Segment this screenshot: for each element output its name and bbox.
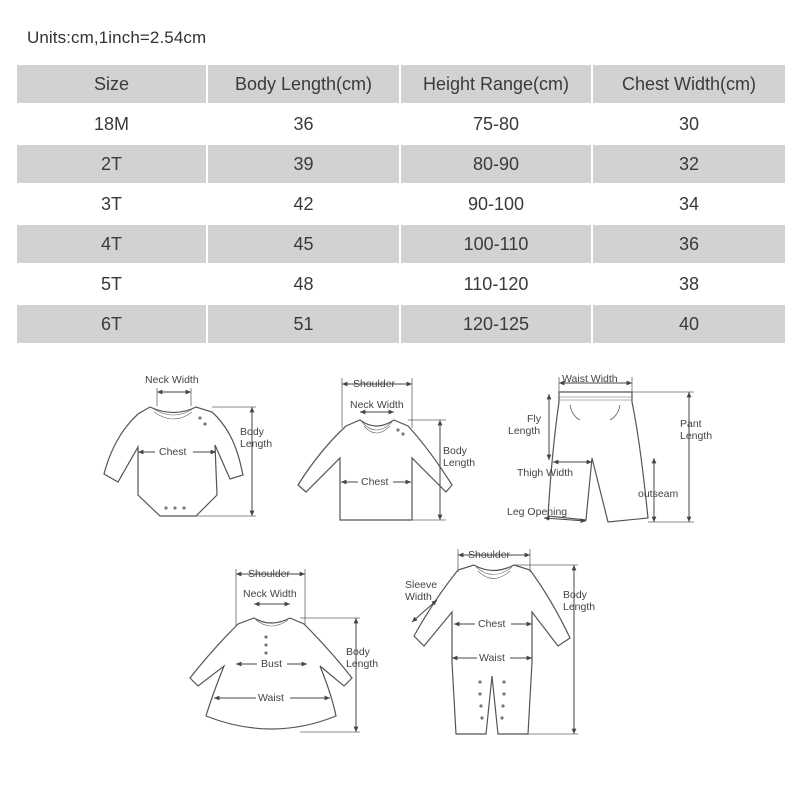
dress-outline <box>190 618 352 729</box>
label-shoulder: Shoulder <box>353 378 396 390</box>
cell-height-range: 90-100 <box>401 185 593 225</box>
cell-size: 6T <box>17 305 208 345</box>
label-shoulder: Shoulder <box>248 568 291 580</box>
label-body-length-1: Body <box>443 445 467 457</box>
table-header-row <box>17 65 785 105</box>
romper-outline <box>414 565 570 734</box>
pants-outline <box>548 392 648 522</box>
table-row <box>17 145 785 185</box>
bodysuit-outline <box>104 407 243 516</box>
header-chest-width: Chest Width(cm) <box>593 65 785 105</box>
cell-chest-width: 40 <box>593 305 785 345</box>
label-fly-length-1: Fly <box>527 413 541 425</box>
label-fly-length-2: Length <box>508 425 541 437</box>
label-body-length-2: Length <box>240 438 273 450</box>
cell-body-length: 42 <box>208 185 401 225</box>
label-body-length-2: Length <box>346 658 379 670</box>
cell-body-length: 48 <box>208 265 401 305</box>
label-chest: Chest <box>159 446 187 458</box>
cell-size: 3T <box>17 185 208 225</box>
cell-height-range: 100-110 <box>401 225 593 265</box>
romper-diagram <box>405 549 595 734</box>
label-pant-length-2: Length <box>680 430 713 442</box>
label-body-length-1: Body <box>563 589 587 601</box>
cell-size: 4T <box>17 225 208 265</box>
label-shoulder: Shoulder <box>468 549 511 561</box>
bodysuit-diagram <box>104 374 272 516</box>
label-body-length-1: Body <box>240 426 264 438</box>
table-row <box>17 265 785 305</box>
cell-chest-width: 38 <box>593 265 785 305</box>
cell-chest-width: 32 <box>593 145 785 185</box>
label-waist: Waist <box>258 692 284 704</box>
cell-chest-width: 30 <box>593 105 785 145</box>
label-waist: Waist <box>479 652 505 664</box>
table-row <box>17 105 785 145</box>
header-body-length: Body Length(cm) <box>208 65 401 105</box>
cell-height-range: 120-125 <box>401 305 593 345</box>
dress-diagram <box>190 568 378 732</box>
cell-size: 18M <box>17 105 208 145</box>
label-pant-length-1: Pant <box>680 418 702 430</box>
table-row <box>17 305 785 345</box>
cell-height-range: 110-120 <box>401 265 593 305</box>
label-body-length-2: Length <box>443 457 476 469</box>
label-outseam: outseam <box>638 488 679 500</box>
cell-height-range: 75-80 <box>401 105 593 145</box>
label-waist-width: Waist Width <box>562 373 618 385</box>
table-row <box>17 225 785 265</box>
units-note: Units:cm,1inch=2.54cm <box>27 28 207 47</box>
cell-body-length: 39 <box>208 145 401 185</box>
label-body-length-2: Length <box>563 601 596 613</box>
cell-body-length: 36 <box>208 105 401 145</box>
cell-body-length: 45 <box>208 225 401 265</box>
label-body-length-1: Body <box>346 646 370 658</box>
top-diagram <box>298 378 475 520</box>
header-height-range: Height Range(cm) <box>401 65 593 105</box>
label-neck-width: Neck Width <box>243 588 297 600</box>
cell-chest-width: 34 <box>593 185 785 225</box>
label-sleeve-width-2: Width <box>405 591 432 603</box>
top-outline <box>298 420 452 520</box>
cell-body-length: 51 <box>208 305 401 345</box>
label-sleeve-width-1: Sleeve <box>405 579 438 591</box>
header-size: Size <box>17 65 208 105</box>
measurement-diagrams <box>0 350 800 790</box>
label-leg-opening: Leg Opening <box>507 506 568 518</box>
label-chest: Chest <box>478 618 506 630</box>
label-bust: Bust <box>261 658 283 670</box>
size-chart-table <box>17 65 785 345</box>
pants-diagram <box>507 373 712 522</box>
table-row <box>17 185 785 225</box>
cell-chest-width: 36 <box>593 225 785 265</box>
cell-height-range: 80-90 <box>401 145 593 185</box>
cell-size: 2T <box>17 145 208 185</box>
label-chest: Chest <box>361 476 389 488</box>
label-neck-width: Neck Width <box>350 399 404 411</box>
label-neck-width: Neck Width <box>145 374 199 386</box>
cell-size: 5T <box>17 265 208 305</box>
label-thigh-width: Thigh Width <box>517 467 574 479</box>
